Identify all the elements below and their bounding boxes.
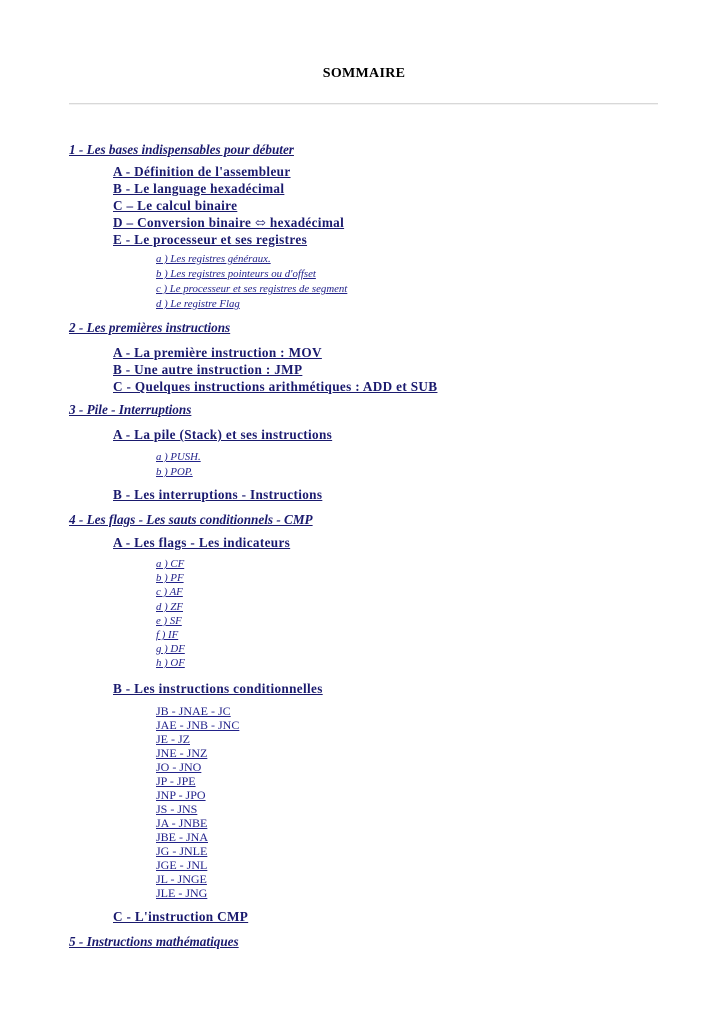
toc-section-link[interactable]: B - Une autre instruction : JMP <box>113 362 303 377</box>
toc-section-link[interactable]: A - Définition de l'assembleur <box>113 164 291 179</box>
toc-section-link[interactable]: C - Quelques instructions arithmétiques : ADD et SUB <box>113 379 438 394</box>
toc-subsection-link[interactable]: b ) PF <box>156 572 184 584</box>
toc-section-link[interactable]: B - Les interruptions - Instructions <box>113 487 323 502</box>
toc-subsection-link[interactable]: c ) AF <box>156 586 183 598</box>
toc-subsection-link[interactable]: JGE - JNL <box>156 858 208 872</box>
toc-subsection-link[interactable]: JE - JZ <box>156 732 190 746</box>
toc-subsection-link[interactable]: JLE - JNG <box>156 886 208 900</box>
toc-subsection-link[interactable]: JNE - JNZ <box>156 746 208 760</box>
toc-section-link[interactable]: B - Les instructions conditionnelles <box>113 681 323 696</box>
toc-section-link[interactable]: C - L'instruction CMP <box>113 909 249 924</box>
toc-subsection-link[interactable]: JL - JNGE <box>156 872 207 886</box>
toc-subsection-link[interactable]: JS - JNS <box>156 802 198 816</box>
toc-subsection-link[interactable]: e ) SF <box>156 615 182 627</box>
toc-subsection-link[interactable]: a ) PUSH. <box>156 451 201 463</box>
toc-subsection-link[interactable]: b ) POP. <box>156 466 193 478</box>
toc-section-link[interactable]: A - La première instruction : MOV <box>113 345 322 360</box>
toc-subsection-link[interactable]: JNP - JPO <box>156 788 206 802</box>
toc-subsection-link[interactable]: b ) Les registres pointeurs ou d'offset <box>156 268 316 280</box>
toc-subsection-link[interactable]: h ) OF <box>156 657 185 669</box>
toc-section-link[interactable]: A - Les flags - Les indicateurs <box>113 535 291 550</box>
page-title: SOMMAIRE <box>322 66 406 81</box>
toc-subsection-link[interactable]: JAE - JNB - JNC <box>156 718 240 732</box>
toc-subsection-link[interactable]: JA - JNBE <box>156 816 208 830</box>
toc-chapter-link[interactable]: 5 - Instructions mathématiques <box>69 934 239 949</box>
toc-subsection-link[interactable]: g ) DF <box>156 643 185 655</box>
toc-subsection-link[interactable]: JB - JNAE - JC <box>156 704 231 718</box>
toc-subsection-link[interactable]: f ) IF <box>156 629 179 641</box>
toc-chapter-link[interactable]: 3 - Pile - Interruptions <box>69 402 192 417</box>
toc-subsection-link[interactable]: JBE - JNA <box>156 830 209 844</box>
toc-subsection-link[interactable]: c ) Le processeur et ses registres de segment <box>156 283 348 295</box>
toc-chapter-link[interactable]: 1 - Les bases indispensables pour débuter <box>69 142 294 157</box>
toc-subsection-link[interactable]: d ) ZF <box>156 601 183 613</box>
toc-subsection-link[interactable]: a ) Les registres généraux. <box>156 253 271 265</box>
toc-subsection-link[interactable]: JP - JPE <box>156 774 196 788</box>
toc-section-link[interactable]: C – Le calcul binaire <box>113 198 238 213</box>
toc-chapter-link[interactable]: 4 - Les flags - Les sauts conditionnels - CMP <box>69 512 313 527</box>
toc-chapter-link[interactable]: 2 - Les premières instructions <box>69 320 231 335</box>
toc-section-link[interactable]: B - Le language hexadécimal <box>113 181 285 196</box>
toc-section-link[interactable]: D – Conversion binaire ⬄ hexadécimal <box>113 215 345 230</box>
toc-subsection-link[interactable]: a ) CF <box>156 558 185 570</box>
toc-section-link[interactable]: E - Le processeur et ses registres <box>113 232 308 247</box>
toc-section-link[interactable]: A - La pile (Stack) et ses instructions <box>113 427 333 442</box>
toc-subsection-link[interactable]: JO - JNO <box>156 760 202 774</box>
toc-subsection-link[interactable]: d ) Le registre Flag <box>156 298 240 310</box>
toc-subsection-link[interactable]: JG - JNLE <box>156 844 208 858</box>
